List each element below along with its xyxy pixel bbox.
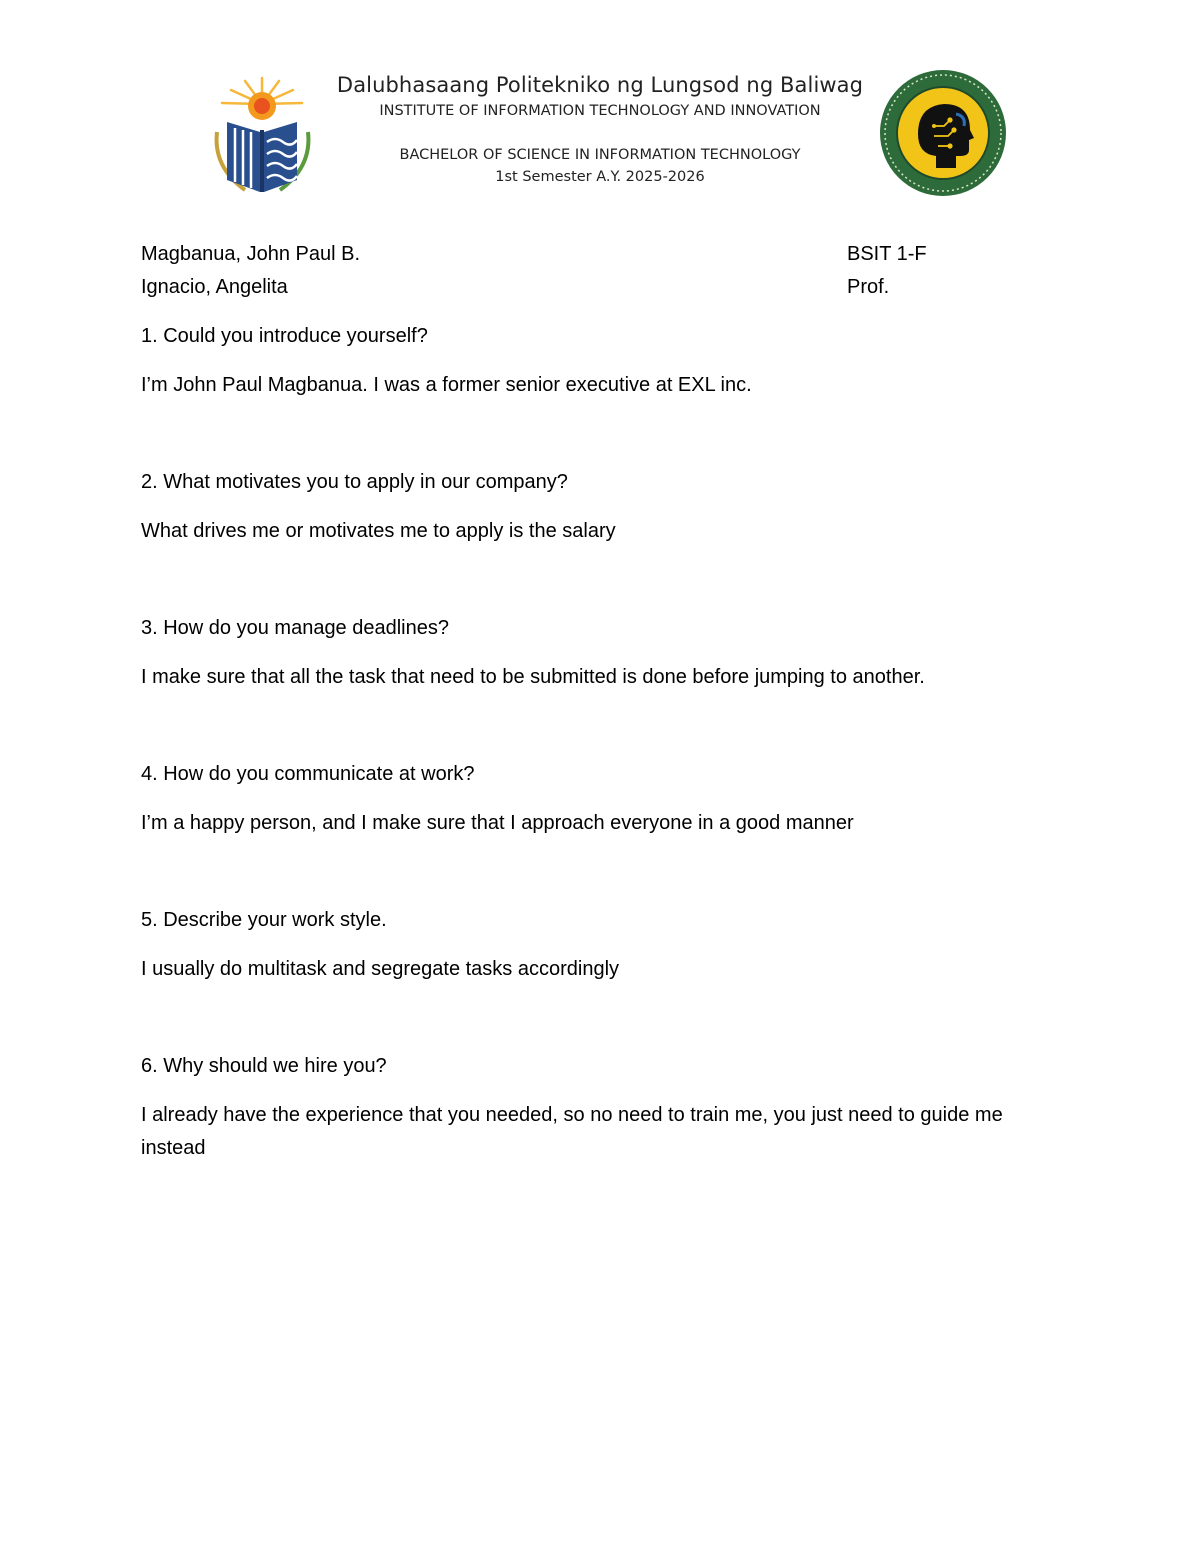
college-name: Dalubhasaang Politekniko ng Lungsod ng Baliwag [336, 73, 864, 97]
answer-text: I already have the experience that you needed, so no need to train me, you just need to guide me instead [141, 1104, 1003, 1159]
qa-item [141, 612, 1061, 694]
answer-text: I’m John Paul Magbanua. I was a former senior executive at EXL inc. [141, 374, 752, 396]
qa-item [141, 1050, 1061, 1165]
qa-item [141, 320, 1061, 402]
question-text: 2. What motivates you to apply in our company? [141, 471, 568, 493]
answer-text: I usually do multitask and segregate tasks accordingly [141, 958, 620, 980]
program-name: BACHELOR OF SCIENCE IN INFORMATION TECHNOLOGY [399, 147, 801, 163]
header-text-block [330, 70, 870, 188]
college-seal-book-sun-icon [205, 72, 320, 197]
document-body [141, 238, 1061, 1165]
instructor-info-row [141, 271, 1061, 304]
section-label: BSIT 1-F [847, 243, 927, 265]
question-text: 6. Why should we hire you? [141, 1055, 387, 1077]
semester-label: 1st Semester A.Y. 2025-2026 [495, 169, 705, 185]
answer-text: What drives me or motivates me to apply is the salary [141, 520, 616, 542]
question-text: 4. How do you communicate at work? [141, 763, 475, 785]
student-info-row [141, 238, 1061, 271]
qa-item [141, 904, 1061, 986]
document-header [0, 0, 1200, 215]
question-text: 1. Could you introduce yourself? [141, 325, 428, 347]
question-text: 5. Describe your work style. [141, 909, 387, 931]
question-text: 3. How do you manage deadlines? [141, 617, 449, 639]
answer-text: I’m a happy person, and I make sure that I approach everyone in a good manner [141, 812, 854, 834]
institute-name: INSTITUTE OF INFORMATION TECHNOLOGY AND INNOVATION [379, 103, 821, 119]
institute-seal-head-circuit-icon [878, 68, 1008, 198]
qa-item [141, 466, 1061, 548]
instructor-name: Ignacio, Angelita [141, 276, 288, 298]
answer-text: I make sure that all the task that need to be submitted is done before jumping to another. [141, 666, 925, 688]
student-name: Magbanua, John Paul B. [141, 243, 361, 265]
instructor-title: Prof. [847, 276, 890, 298]
qa-item [141, 758, 1061, 840]
